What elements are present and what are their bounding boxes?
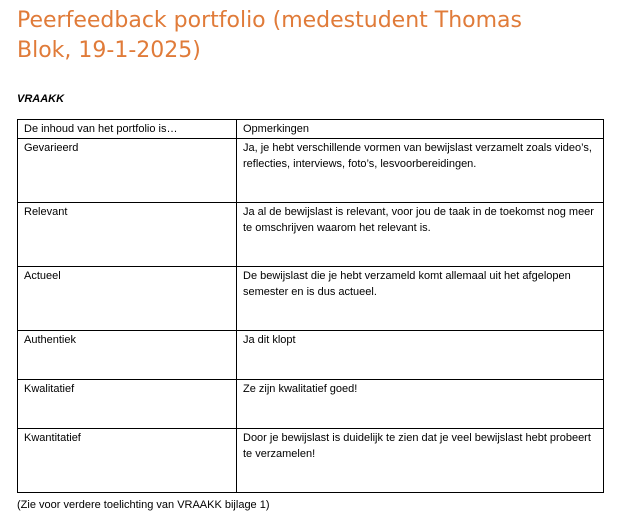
- header-remarks: Opmerkingen: [237, 120, 604, 139]
- table-row: [18, 331, 604, 380]
- section-heading: VRAAKK: [17, 93, 65, 105]
- remark-cell: Ze zijn kwalitatief goed!: [237, 380, 604, 429]
- remark-cell: Ja, je hebt verschillende vormen van bewijslast verzamelt zoals video’s, reflecties, interviews, foto’s, lesvoorbereidingen.: [237, 139, 604, 203]
- table-row: [18, 139, 604, 203]
- table-row: [18, 267, 604, 331]
- footnote: (Zie voor verdere toelichting van VRAAKK bijlage 1): [17, 499, 270, 511]
- remark-cell: De bewijslast die je hebt verzameld komt allemaal uit het afgelopen semester en is dus actueel.: [237, 267, 604, 331]
- header-criterion: De inhoud van het portfolio is…: [18, 120, 237, 139]
- table-row: [18, 380, 604, 429]
- table-header-row: [18, 120, 604, 139]
- criterion-cell: Kwalitatief: [18, 380, 237, 429]
- criterion-cell: Kwantitatief: [18, 429, 237, 493]
- criterion-cell: Relevant: [18, 203, 237, 267]
- criterion-cell: Gevarieerd: [18, 139, 237, 203]
- criterion-cell: Actueel: [18, 267, 237, 331]
- vraakk-table: [17, 119, 604, 493]
- table-row: [18, 429, 604, 493]
- document-title: Peerfeedback portfolio (medestudent Thomas Blok, 19-1-2025): [17, 8, 522, 63]
- table-row: [18, 203, 604, 267]
- remark-cell: Ja dit klopt: [237, 331, 604, 380]
- remark-cell: Ja al de bewijslast is relevant, voor jou de taak in de toekomst nog meer te omschrijven waarom het relevant is.: [237, 203, 604, 267]
- remark-cell: Door je bewijslast is duidelijk te zien dat je veel bewijslast hebt probeert te verzamelen!: [237, 429, 604, 493]
- criterion-cell: Authentiek: [18, 331, 237, 380]
